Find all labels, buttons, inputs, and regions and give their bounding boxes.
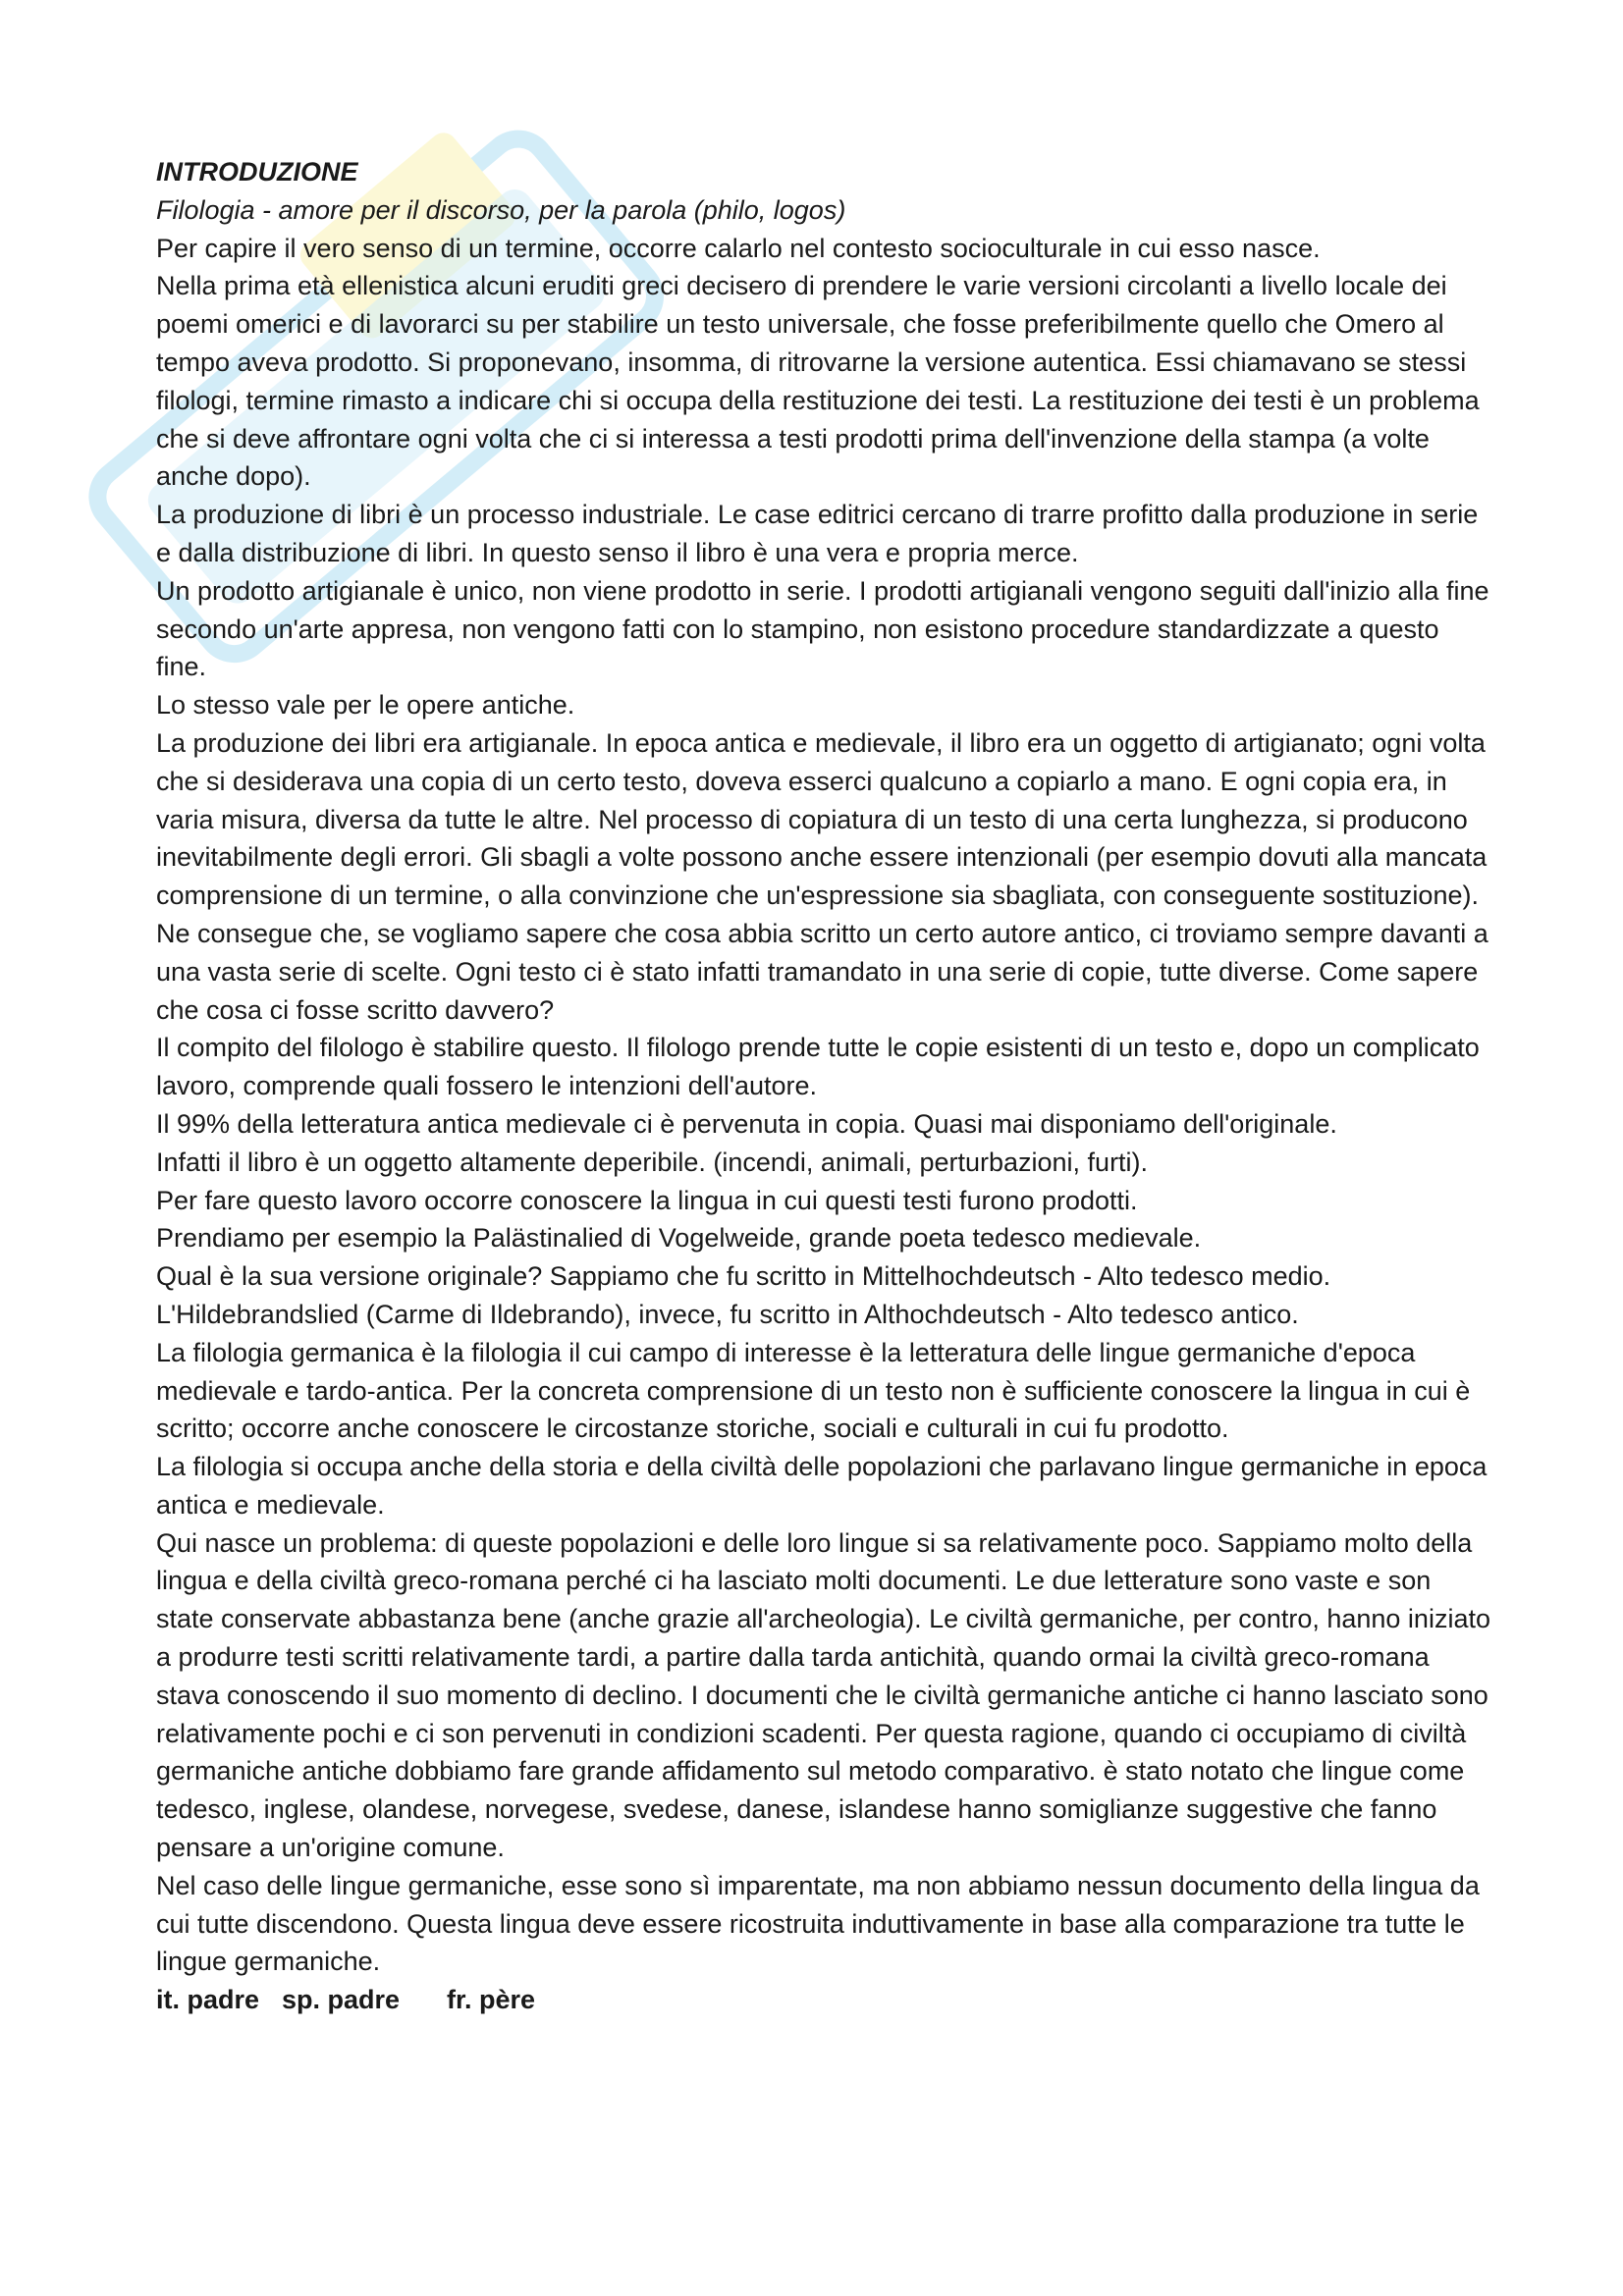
paragraph: Un prodotto artigianale è unico, non viene prodotto in serie. I prodotti artigianali vengono seguiti dall'inizio alla fine secondo un'arte appresa, non vengono fatti con lo stampino, non esistono procedure standardizzate a questo fine.: [156, 575, 1489, 682]
paragraph: Nella prima età ellenistica alcuni eruditi greci decisero di prendere le varie versioni circolanti a livello locale dei poemi omerici e di lavorarci su per stabilire un testo universale, che fosse preferibilmente quello che Omero al tempo aveva prodotto. Si proponevano, insomma, di ritrovarne la versione autentica. Essi chiamavano se stessi filologi, termine rimasto a indicare chi si occupa della restituzione dei testi. La restituzione dei testi è un problema che si deve affrontare ogni volta che ci si interessa a testi prodotti prima dell'invenzione della stampa (a volte anche dopo).: [156, 271, 1480, 492]
paragraph: Il compito del filologo è stabilire questo. Il filologo prende tutte le copie esistenti di un testo e, dopo un complicato lavoro, comprende quali fossero le intenzioni dell'autore.: [156, 1033, 1480, 1101]
example-spanish: sp. padre: [282, 1985, 401, 2015]
paragraph: Ne consegue che, se vogliamo sapere che cosa abbia scritto un certo autore antico, ci troviamo sempre davanti a una vasta serie di scelte. Ogni testo ci è stato infatti tramandato in una serie di copie, tutte diverse. Come sapere che cosa ci fosse scritto davvero?: [156, 918, 1488, 1025]
document-body: [156, 153, 1491, 2019]
paragraph: Infatti il libro è un oggetto altamente deperibile. (incendi, animali, perturbazioni, furti).: [156, 1147, 1149, 1177]
document-title: INTRODUZIONE: [156, 157, 358, 187]
paragraph: Qual è la sua versione originale? Sappiamo che fu scritto in Mittelhochdeutsch - Alto tedesco medio.: [156, 1261, 1331, 1292]
paragraph: Per fare questo lavoro occorre conoscere la lingua in cui questi testi furono prodotti.: [156, 1185, 1138, 1215]
paragraph: La filologia si occupa anche della storia e della civiltà delle popolazioni che parlavano lingue germaniche in epoca antica e medievale.: [156, 1452, 1488, 1520]
example-french: fr. père: [447, 1985, 536, 2015]
paragraph: Lo stesso vale per le opere antiche.: [156, 690, 575, 721]
paragraph: Nel caso delle lingue germaniche, esse sono sì imparentate, ma non abbiamo nessun documento della lingua da cui tutte discendono. Questa lingua deve essere ricostruita induttivamente in base alla comparazione tra tutte le lingue germaniche.: [156, 1870, 1480, 1977]
paragraph: La produzione dei libri era artigianale. In epoca antica e medievale, il libro era un oggetto di artigianato; ogni volta che si desiderava una copia di un certo testo, doveva esserci qualcuno a copiarlo a mano. E ogni copia era, in varia misura, diversa da tutte le altre. Nel processo di copiatura di un testo di una certa lunghezza, si producono inevitabilmente degli errori. Gli sbagli a volte possono anche essere intenzionali (per esempio dovuti alla mancata comprensione di un termine, o alla convinzione che un'espressione sia sbagliata, con conseguente sostituzione).: [156, 727, 1488, 911]
paragraph: Per capire il vero senso di un termine, occorre calarlo nel contesto socioculturale in cui esso nasce.: [156, 233, 1321, 263]
paragraph: L'Hildebrandslied (Carme di Ildebrando), invece, fu scritto in Althochdeutsch - Alto tedesco antico.: [156, 1299, 1299, 1329]
document-subtitle: Filologia - amore per il discorso, per la parola (philo, logos): [156, 194, 846, 225]
paragraph: La produzione di libri è un processo industriale. Le case editrici cercano di trarre profitto dalla produzione in serie e dalla distribuzione di libri. In questo senso il libro è una vera e propria merce.: [156, 500, 1479, 567]
example-italian: it. padre: [156, 1985, 260, 2015]
paragraph: La filologia germanica è la filologia il cui campo di interesse è la letteratura delle lingue germaniche d'epoca medievale e tardo-antica. Per la concreta comprensione di un testo non è sufficiente conoscere la lingua in cui è scritto; occorre anche conoscere le circostanze storiche, sociali e culturali in cui fu prodotto.: [156, 1337, 1471, 1444]
paragraph: Qui nasce un problema: di queste popolazioni e delle loro lingue si sa relativamente poco. Sappiamo molto della lingua e della civiltà greco-romana perché ci ha lasciato molti documenti. Le due letterature sono vaste e son state conservate abbastanza bene (anche grazie all'archeologia). Le civiltà germaniche, per contro, hanno iniziato a produrre testi scritti relativamente tardi, a partire dalla tarda antichità, quando ormai la civiltà greco-romana stava conoscendo il suo momento di declino. I documenti che le civiltà germaniche antiche ci hanno lasciato sono relativamente pochi e ci son pervenuti in condizioni scadenti. Per questa ragione, quando ci occupiamo di civiltà germaniche antiche dobbiamo fare grande affidamento sul metodo comparativo. è stato notato che lingue come tedesco, inglese, olandese, norvegese, svedese, danese, islandese hanno somiglianze suggestive che fanno pensare a un'origine comune.: [156, 1527, 1490, 1863]
word-examples: [156, 1981, 1491, 2019]
paragraph: Il 99% della letteratura antica medievale ci è pervenuta in copia. Quasi mai disponiamo dell'originale.: [156, 1108, 1337, 1139]
paragraph: Prendiamo per esempio la Palästinalied di Vogelweide, grande poeta tedesco medievale.: [156, 1223, 1202, 1254]
